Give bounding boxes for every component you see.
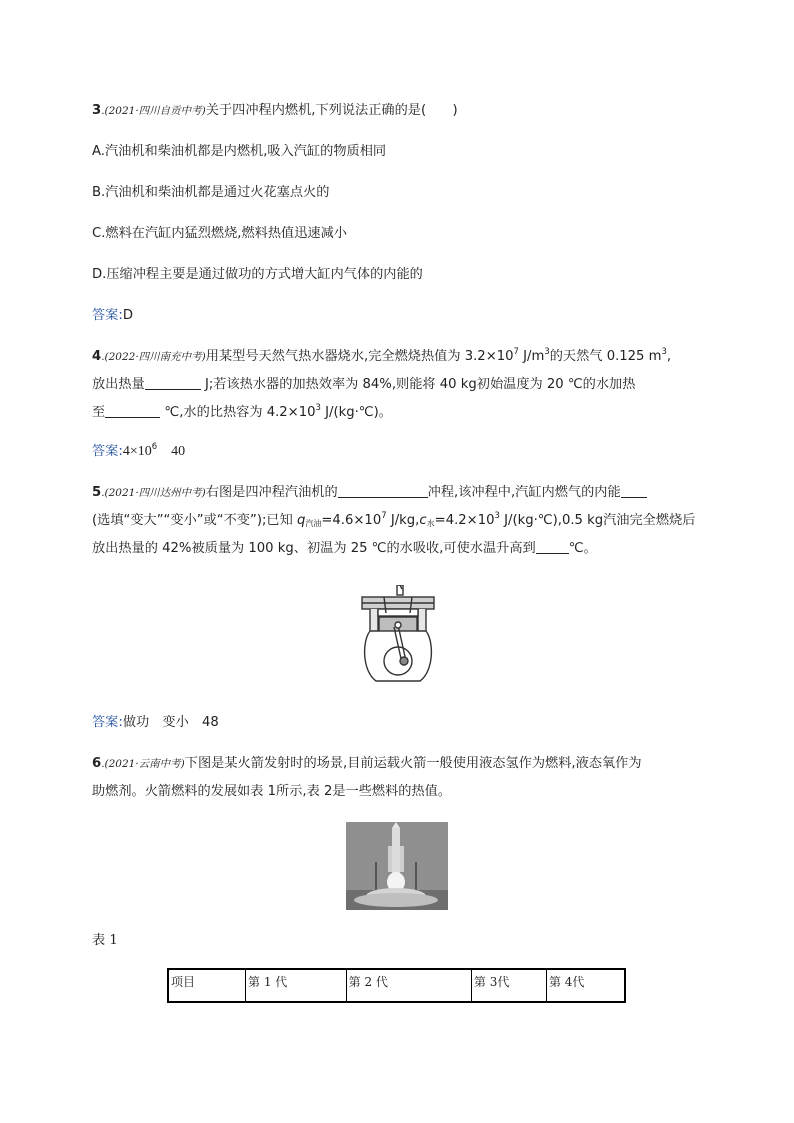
q4-answer xyxy=(92,443,185,461)
q4-source: .(2022·四川南充中考) xyxy=(101,351,206,363)
q6-text: 下图是某火箭发射时的场景,目前运载火箭一般使用液态氢作为燃料,液态氧作为 xyxy=(184,756,642,771)
q4-text: 用某型号天然气热水器烧水,完全燃烧热值为 3.2×10 xyxy=(205,349,514,364)
q4-answer-value-2: 40 xyxy=(157,444,186,459)
q3-source: .(2021·四川自贡中考) xyxy=(101,105,206,117)
q6-number: 6 xyxy=(92,756,102,771)
q5-answer-label: 答案: xyxy=(92,715,123,730)
table-1-caption: 表 1 xyxy=(92,933,118,948)
q5-text: 冲程,该冲程中,汽缸内燃气的内能 xyxy=(427,485,621,500)
q4-exp: 3 xyxy=(661,347,667,357)
q5-line-2 xyxy=(92,512,695,530)
q3-number: 3 xyxy=(92,103,102,118)
q4-answer-exp: 6 xyxy=(151,442,158,452)
q3-option-c: C.燃料在汽缸内猛烈燃烧,燃料热值迅速减小 xyxy=(92,226,347,241)
q3-answer-label: 答案: xyxy=(92,308,123,323)
q4-line-3 xyxy=(92,404,392,422)
q4-text: 至 xyxy=(92,405,106,420)
table-1 xyxy=(167,968,626,1003)
q4-text: J;若该热水器的加热效率为 84%,则能将 40 kg初始温度为 20 ℃的水加热 xyxy=(200,377,636,392)
q5-symbol-c: c xyxy=(419,513,427,528)
q5-blank-2[interactable] xyxy=(621,484,647,498)
q3-stem-text: 关于四冲程内燃机,下列说法正确的是( ) xyxy=(205,103,458,118)
rocket-launch-illustration xyxy=(346,822,448,910)
q5-text: 右图是四冲程汽油机的 xyxy=(205,485,338,500)
q4-number: 4 xyxy=(92,349,102,364)
q4-line-2 xyxy=(92,376,635,394)
q5-line-3 xyxy=(92,540,597,558)
q5-blank-3[interactable] xyxy=(536,540,569,554)
table-header-cell: 第 3代 xyxy=(471,969,546,1002)
q4-blank-1[interactable] xyxy=(145,376,201,390)
table-header-cell: 项目 xyxy=(168,969,246,1002)
table-header-cell: 第 1 代 xyxy=(246,969,347,1002)
rocket-launch-photo xyxy=(346,822,448,910)
q4-text: ℃,水的比热容为 4.2×10 xyxy=(160,405,316,420)
q4-text: 的天然气 0.125 m xyxy=(549,349,662,364)
q4-exp: 7 xyxy=(513,347,519,357)
q5-exp: 7 xyxy=(381,511,387,521)
table-row xyxy=(168,969,625,1002)
q5-text: 放出热量的 42%被质量为 100 kg、初温为 25 ℃的水吸收,可使水温升高到 xyxy=(92,541,536,556)
q3-answer xyxy=(92,307,133,325)
table-header-cell: 第 2 代 xyxy=(346,969,471,1002)
q5-text: =4.2×10 xyxy=(434,513,495,528)
q5-line-1 xyxy=(92,484,647,502)
q3-stem xyxy=(92,102,458,120)
table-header-cell: 第 4代 xyxy=(546,969,625,1002)
q3-answer-value: D xyxy=(122,308,133,323)
q3-option-b: B.汽油机和柴油机都是通过火花塞点火的 xyxy=(92,185,330,200)
q4-exp: 3 xyxy=(544,347,550,357)
q4-text: J/m xyxy=(518,349,545,364)
q5-answer-value: 做功 变小 48 xyxy=(122,715,219,730)
q4-answer-label: 答案: xyxy=(92,444,123,459)
q5-sub: 水 xyxy=(426,519,435,528)
q4-text: 放出热量 xyxy=(92,377,145,392)
q5-text: J/kg, xyxy=(386,513,420,528)
q6-source: .(2021·云南中考) xyxy=(101,758,185,770)
q6-line-1 xyxy=(92,755,642,773)
q4-answer-value: 4×10 xyxy=(122,444,152,459)
q5-text: ℃。 xyxy=(568,541,597,556)
q5-blank-1[interactable] xyxy=(338,484,428,498)
q3-option-d: D.压缩冲程主要是通过做功的方式增大缸内气体的内能的 xyxy=(92,267,423,282)
q4-line-1 xyxy=(92,348,671,366)
q4-text: , xyxy=(666,349,672,364)
q5-answer xyxy=(92,714,219,732)
q3-option-a: A.汽油机和柴油机都是内燃机,吸入汽缸的物质相同 xyxy=(92,144,387,159)
q5-text: (选填“变大”“变小”或“不变”);已知 xyxy=(92,513,297,528)
q5-source: .(2021·四川达州中考) xyxy=(101,487,206,499)
q5-symbol-q: q xyxy=(296,513,306,528)
q4-blank-2[interactable] xyxy=(105,404,160,418)
q5-text: J/(kg·℃),0.5 kg汽油完全燃烧后 xyxy=(499,513,696,528)
q5-text: =4.6×10 xyxy=(321,513,382,528)
q5-sub: 汽油 xyxy=(305,519,322,528)
q4-text: J/(kg·℃)。 xyxy=(320,405,392,420)
q6-line-2: 助燃剂。火箭燃料的发展如表 1所示,表 2是一些燃料的热值。 xyxy=(92,784,452,799)
engine-diagram xyxy=(356,585,440,687)
q4-exp: 3 xyxy=(315,403,321,413)
q5-number: 5 xyxy=(92,485,102,500)
q5-exp: 3 xyxy=(494,511,500,521)
